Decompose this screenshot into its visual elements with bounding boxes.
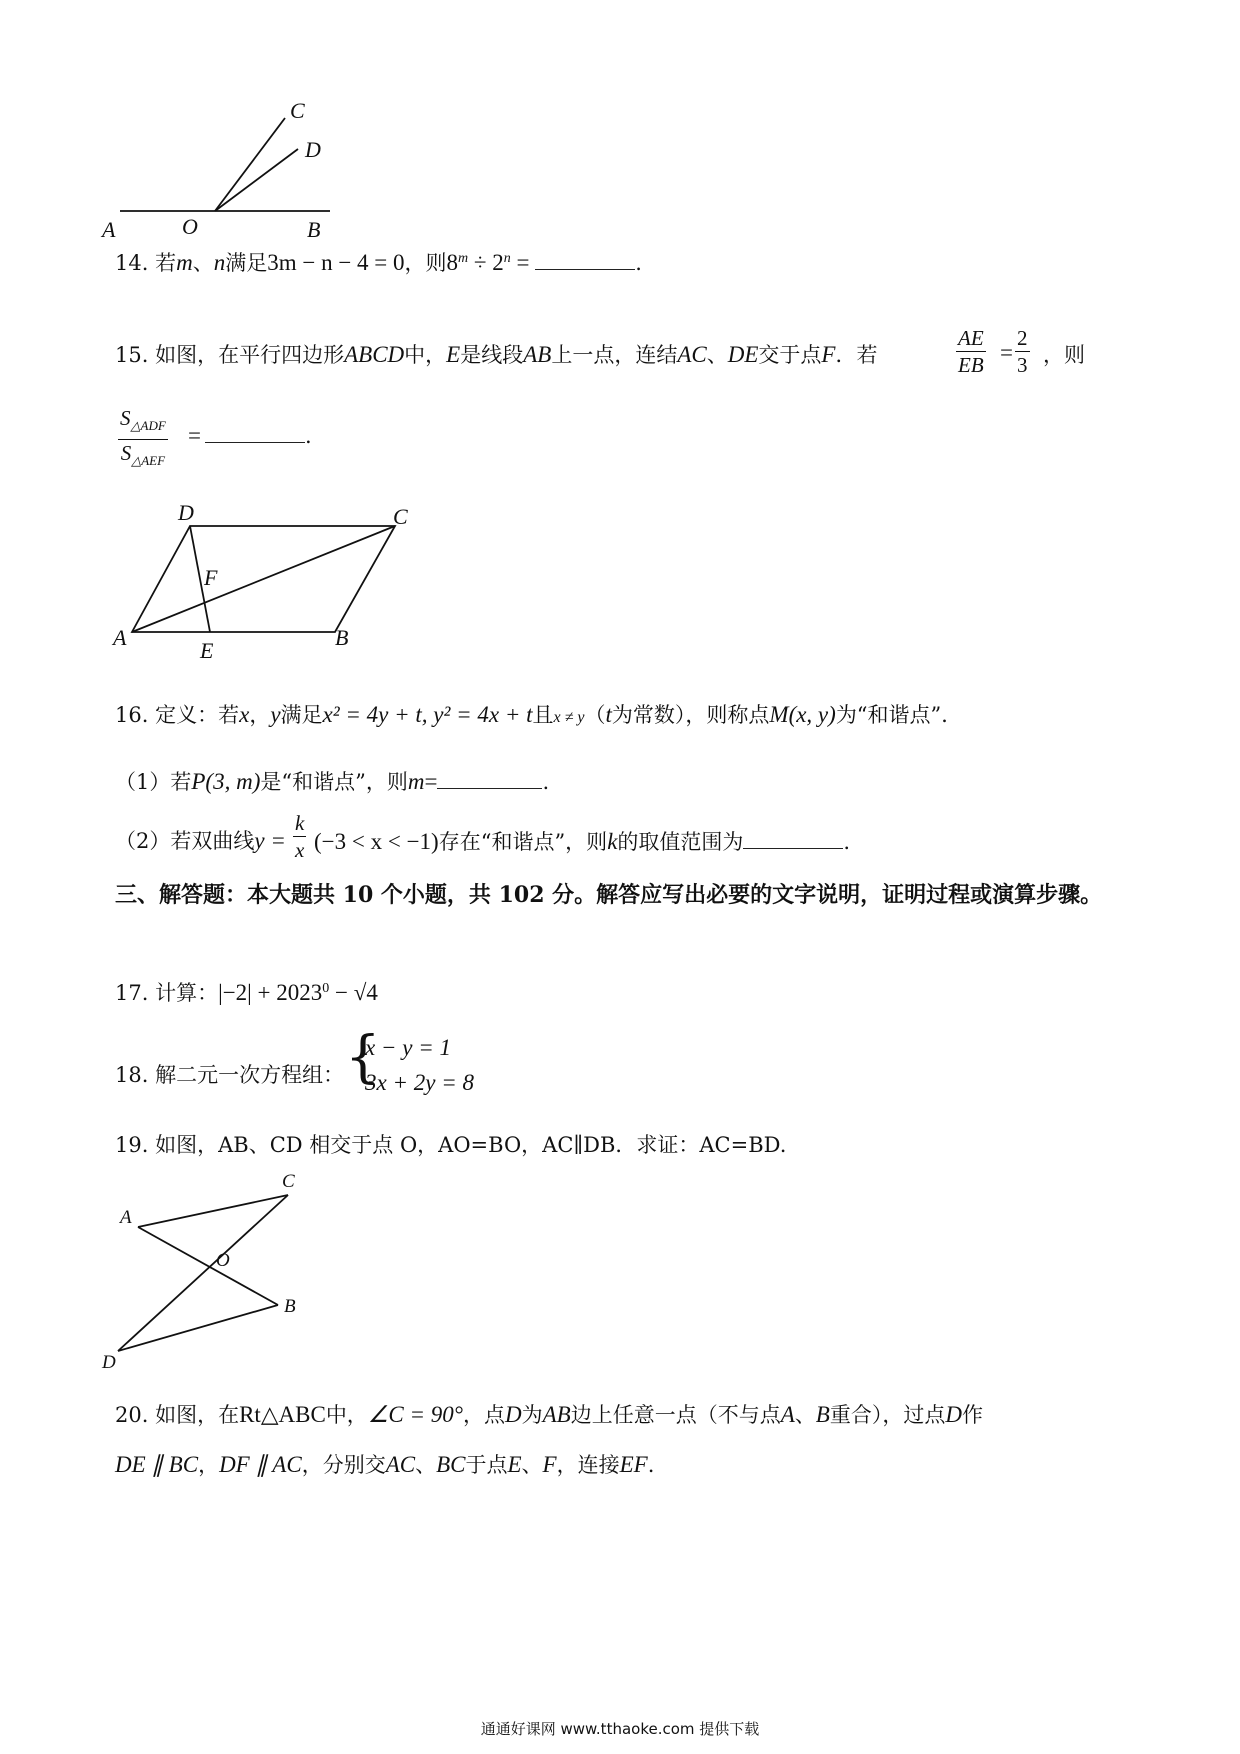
q15-value-fraction: $\frac{2}{3}$ [1017,326,1028,377]
label-C: C [393,504,408,529]
q14-number: 14. [115,251,149,275]
label-C: C [282,1171,295,1192]
label-A: A [102,217,116,242]
label-F: F [204,565,218,590]
question-18: 18. 解二元一次方程组： [115,1063,345,1087]
question-17: 17. 计算：$|-2| + 2023^0 - √4$ [115,980,378,1005]
question-19: 19. 如图，AB、CD 相交于点 O，AO=BO，AC∥DB．求证：AC=BD. [115,1133,787,1157]
answer-blank [205,420,305,443]
q14-equation: 3m − n − 4 = 0 [267,250,405,275]
section-heading: 三、解答题：本大题共 10 个小题，共 102 分。解答应写出必要的文字说明，证明过程或演算步骤。 [115,882,1103,908]
label-D: D [102,1352,116,1373]
parallelogram-figure [100,500,430,670]
question-16-part-2: （2）若双曲线y = [115,828,286,853]
question-16-part-1: （1）若P(3, m)是“和谐点”，则m= . [115,766,549,797]
question-15: 15. 如图，在平行四边形ABCD中，E是线段AB上一点，连结AC、DE交于点F．若 [115,342,878,367]
answer-blank [535,247,635,270]
page-footer: 通通好课网 www.tthaoke.com 提供下载 [480,1720,760,1738]
label-C: C [290,100,305,123]
q15-area-ratio: $\frac{S_{\triangle ADF}}{S_{\triangle AEF}}$ [120,406,166,469]
answer-blank [743,826,843,849]
equation-brace: { [345,1025,381,1090]
label-A: A [120,1207,132,1228]
crossing-figure [100,1165,320,1375]
equation-2: 3x + 2y = 8 [365,1070,474,1095]
label-B: B [335,625,349,650]
label-O: O [216,1250,230,1271]
label-E: E [200,638,214,663]
answer-blank [437,766,542,789]
label-O: O [182,214,198,239]
label-D: D [178,500,194,525]
label-B: B [284,1296,296,1317]
label-D: D [305,137,321,162]
angle-figure [100,100,360,250]
question-20: 20. 如图，在Rt△ABC中，∠C = 90°，点D为AB边上任意一点（不与点A、B重合），过点D作 [115,1402,983,1427]
label-B: B [307,217,321,242]
label-A: A [113,625,127,650]
q16-hyperbola-fraction: $\frac{k}{x}$ [295,811,305,862]
equation-1: x − y = 1 [365,1035,451,1060]
question-20-line-2: DE ∥ BC，DF ∥ AC，分别交AC、BC于点E、F，连接EF. [115,1452,655,1477]
q15-ratio-fraction: $\frac{AE}{EB}$ [958,326,984,377]
question-16: 16. 定义：若x，y满足x² = 4y + t, y² = 4x + t且x ≠ y（t为常数），则称点M(x, y)为“和谐点”． [115,702,963,727]
question-14: 14. 若m、n满足3m − n − 4 = 0，则$8^m \div 2^n$ = . [115,244,642,278]
q16-equations: x² = 4y + t, y² = 4x + t [322,702,533,727]
